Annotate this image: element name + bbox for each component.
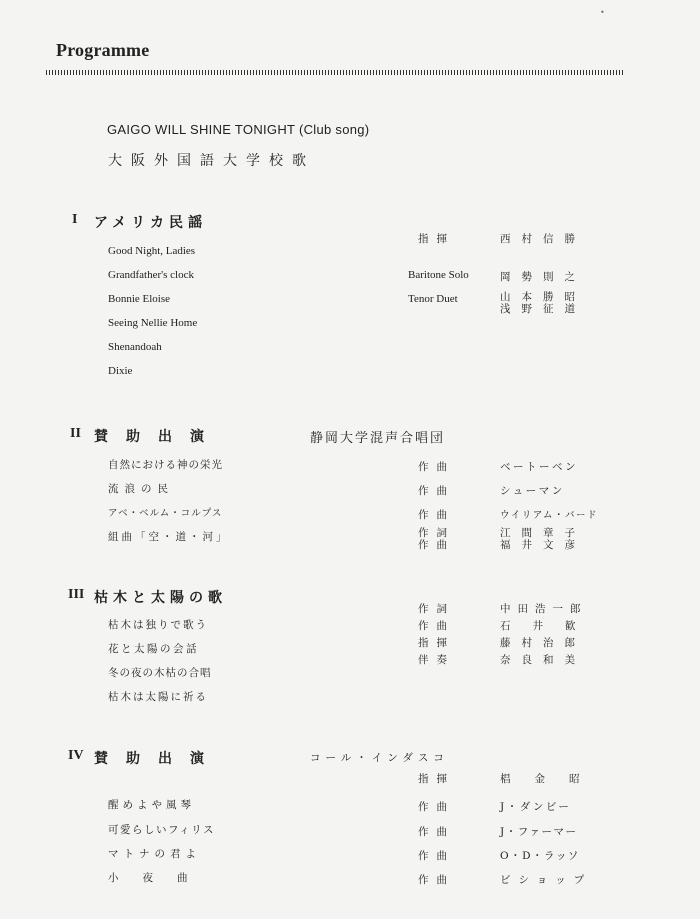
section-2-credit-name: ベートーベン xyxy=(500,461,578,473)
section-3-item: 花と太陽の会話 xyxy=(108,643,199,655)
section-4-item: マトナの君よ xyxy=(108,848,201,860)
section-2-credit-name: ウイリアム・バード xyxy=(500,510,599,521)
section-2-item: アベ・ベルム・コルプス xyxy=(108,508,223,519)
section-4-number: IV xyxy=(68,748,84,763)
section-4-group: コール・インダスコ xyxy=(310,752,449,764)
section-1-item: Good Night, Ladies xyxy=(108,245,196,257)
section-3-number: III xyxy=(68,587,85,602)
section-2-group: 静岡大学混声合唱団 xyxy=(310,431,446,446)
section-2-credit-role: 作曲 xyxy=(418,539,455,551)
section-2-credit-name: 福井文彦 xyxy=(500,539,586,551)
section-2-credit-name: 江間章子 xyxy=(500,527,586,539)
section-4-credit-name: ビショップ xyxy=(500,874,593,886)
section-4-credit-name: J・ファーマー xyxy=(500,826,578,838)
section-1-item: Grandfather's clock xyxy=(108,269,194,281)
section-3-credit-role: 作詞 xyxy=(418,603,455,615)
section-4-credit-role: 指揮 xyxy=(418,773,455,785)
section-2-item: 流浪の民 xyxy=(108,483,174,495)
section-4-credit-role: 作曲 xyxy=(418,874,455,886)
section-1-credit-role: Baritone Solo xyxy=(408,269,469,281)
section-3-credit-name: 奈良和美 xyxy=(500,654,586,666)
section-3-credit-role: 作曲 xyxy=(418,620,455,632)
section-2-number: II xyxy=(70,426,81,441)
section-4-credit-name: O・D・ラッソ xyxy=(500,850,580,862)
section-3-credit-role: 伴奏 xyxy=(418,654,455,666)
section-3-item: 枯木は太陽に祈る xyxy=(108,691,208,703)
section-4-credit-name: J・ダンビー xyxy=(500,801,572,813)
section-4-title: 賛助出演 xyxy=(94,751,222,767)
club-song-english: GAIGO WILL SHINE TONIGHT (Club song) xyxy=(107,122,370,137)
section-2-item: 自然における神の栄光 xyxy=(108,459,223,471)
section-1-credit-name: 浅野征道 xyxy=(500,303,586,315)
section-4-item: 醒めよや風琴 xyxy=(108,799,195,811)
section-1-credit-role: Tenor Duet xyxy=(408,293,458,305)
section-1-number: I xyxy=(72,212,78,227)
section-3-credit-name: 石井歓 xyxy=(500,620,598,632)
section-4-item: 小夜曲 xyxy=(108,872,212,884)
section-2-credit-role: 作曲 xyxy=(418,461,455,473)
section-3-credit-name: 藤村治郎 xyxy=(500,637,586,649)
section-1-title: アメリカ民謡 xyxy=(94,215,208,231)
section-1-item: Bonnie Eloise xyxy=(108,293,171,305)
section-4-credit-role: 作曲 xyxy=(418,801,455,813)
section-4-item: 可愛らしいフィリス xyxy=(108,824,215,836)
club-song-japanese: 大阪外国語大学校歌 xyxy=(108,153,315,169)
section-2-item: 組曲「空・道・河」 xyxy=(108,531,230,543)
title-rule xyxy=(46,70,624,75)
section-4-credit-name: 椙金昭 xyxy=(500,773,604,785)
section-1-item: Dixie xyxy=(108,365,133,377)
section-1-credit-name: 山本勝昭 xyxy=(500,291,586,303)
section-1-credit-name: 西村信勝 xyxy=(500,233,586,245)
section-1-item: Shenandoah xyxy=(108,341,162,353)
section-1-credit-role: 指揮 xyxy=(418,233,455,245)
section-3-credit-name: 中田浩一郎 xyxy=(500,603,588,615)
section-2-credit-role: 作曲 xyxy=(418,485,455,497)
page-title: Programme xyxy=(56,40,150,60)
section-1-credit-name: 岡勢則之 xyxy=(500,271,586,283)
section-2-credit-role: 作曲 xyxy=(418,509,455,521)
section-3-title: 枯木と太陽の歌 xyxy=(94,590,227,606)
section-4-credit-role: 作曲 xyxy=(418,850,455,862)
section-3-item: 枯木は独りで歌う xyxy=(108,619,208,631)
section-4-credit-role: 作曲 xyxy=(418,826,455,838)
section-1-item: Seeing Nellie Home xyxy=(108,317,198,329)
section-2-title: 賛助出演 xyxy=(94,429,222,445)
section-2-credit-role: 作詞 xyxy=(418,527,455,539)
corner-mark: • xyxy=(600,8,605,17)
section-3-item: 冬の夜の木枯の合唱 xyxy=(108,667,212,679)
section-3-credit-role: 指揮 xyxy=(418,637,455,649)
section-2-credit-name: シューマン xyxy=(500,485,565,497)
